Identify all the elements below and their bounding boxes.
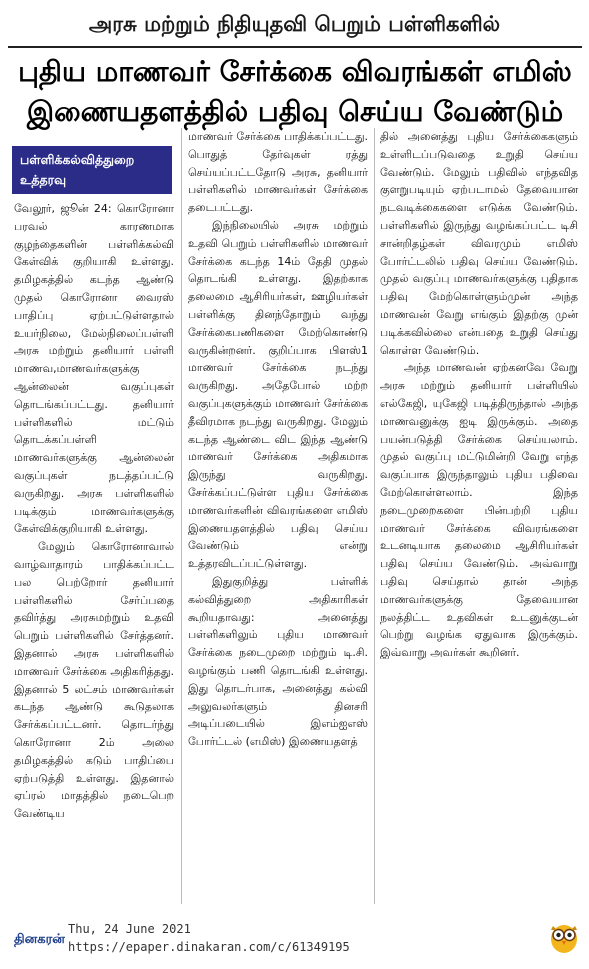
footer [0, 912, 589, 969]
article-column-2 [188, 128, 368, 904]
paragraph: இதுகுறித்து பள்ளிக் கல்வித்துறை அதிகாரிகள் கூறியதாவது: அனைத்து பள்ளிகளிலும் புதிய மாணவர் சேர்க்கை நடைமுறை மற்றும் டி.சி. வழங்கும் பணி தொடங்கி உள்ளது. இது தொடர்பாக, அனைத்து கல்வி அலுவலர்களும் தினசரி அடிப்படையில் இஎம்ஐஎஸ் போர்ட்டல் (எமிஸ்) இணையதளத் [188, 574, 368, 749]
headline-line-1: புதிய மாணவர் சேர்க்கை விவரங்கள் எமிஸ் [18, 55, 572, 88]
kicker-line: அரசு மற்றும் நிதியுதவி பெறும் பள்ளிகளில் [88, 12, 501, 36]
subheading-line-1: பள்ளிக்கல்வித்துறை [20, 152, 135, 167]
paragraph: வேலூர், ஜூன் 24: கொரோனா பரவல் காரணமாக குழந்தைகளின் பள்ளிக்கல்வி கேள்விக் குறியாகி உள்ளது. தமிழகத்தில் கடந்த ஆண்டு முதல் கொரோனா வைரஸ் பாதிப்பு ஏற்பட்டுள்ளதால் உயர்நிலை, மேல்நிலைப்பள்ளி அரசு மற்றும் தனியார் பள்ளி மாணவ,மாணவர்களுக்கு ஆன்லைன் வகுப்புகள் தொடங்கப்பட்டது. தனியார் பள்ளிகளில் மட்டும் தொடக்கப்பள்ளி மாணவர்களுக்கு ஆன்லைன் வகுப்புகள் நடத்தப்பட்டு வருகிறது. அரசு பள்ளிகளில் படிக்கும் மாணவர்களுக்கு கேள்விக்குறியாகி உள்ளது. [14, 202, 174, 536]
dinakaran-logo: தினகரன் [14, 932, 65, 947]
owl-mascot-icon [548, 920, 580, 954]
headline [6, 52, 584, 132]
paragraph: இந்நிலையில் அரசு மற்றும் உதவி பெறும் பள்ளிகளில் மாணவர் சேர்க்கை கடந்த 14ம் தேதி முதல் தொடங்கி உள்ளது. இதற்காக தலைமை ஆசிரியர்கள், ஊழியர்கள் பள்ளிக்கு தினந்தோறும் வந்து சேர்க்கைபணிகளை மேற்கொண்டு வருகின்றனர். குறிப்பாக பிளஸ்1 மாணவர் சேர்க்கை நடந்து வருகிறது. அதேபோல் மற்ற வகுப்புகளுக்கும் மாணவர் சேர்க்கை தீவிரமாக நடந்து வருகிறது. மேலும் கடந்த ஆண்டை விட இந்த ஆண்டு மாணவர் சேர்க்கை அதிகமாக இருந்து வருகிறது. சேர்க்கப்பட்டுள்ள புதிய சேர்க்கை மாணவர்களின் விவரங்களை எமிஸ் இணையதளத்தில் பதிவு செய்ய வேண்டும் என்று உத்தரவிடப்பட்டுள்ளது. [188, 218, 368, 571]
paragraph: மாணவர் சேர்க்கை பாதிக்கப்பட்டது. பொதுத் தேர்வுகள் ரத்து செய்யப்பட்டதோடு அரசு, தனியார் பள்ளிகளில் மாணவர்கள் சேர்க்கை தடைபட்டது. [188, 130, 368, 215]
paragraph: அந்த மாணவன் ஏற்கனவே வேறு அரசு மற்றும் தனியார் பள்ளியில் எல்கேஜி, யுகேஜி படித்திருந்தால் அந்த மாணவனுக்கு ஐடி இருக்கும். அதை பயன்படுத்தி சேர்க்கை செய்யலாம். முதல் வகுப்பு மட்டுமின்றி வேறு எந்த வகுப்பாக இருந்தாலும் புதிய பதிவை மேற்கொள்ளலாம். இந்த நடைமுறைகளை பின்பற்றி புதிய மாணவர் சேர்க்கை விவரங்களை உடனடியாக தலைமை ஆசிரியர்கள் பதிவு செய்ய வேண்டும். அவ்வாறு பதிவு செய்தால் தான் அந்த மாணவர்களுக்கு தேவையான நலத்திட்ட உதவிகள் உடனுக்குடன் பெற்று வழங்க ஏதுவாக இருக்கும். இவ்வாறு அவர்கள் கூறினர். [380, 361, 578, 660]
paragraph: தில் அனைத்து புதிய சேர்க்கைகளும் உள்ளிடப்படுவதை உறுதி செய்ய வேண்டும். மேலும் பதிவில் எந்தவித குளறுபடியும் ஏற்படாமல் தேவையான நடவடிக்கைகளை எடுக்க வேண்டும். பள்ளிகளில் இருந்து வழங்கப்பட்ட டிசி சான்றிதழ்கள் விவரமும் எமிஸ் போர்ட்டலில் பதிவு செய்ய வேண்டும். முதல் வகுப்பு மாணவர்களுக்கு புதிதாக பதிவு மேற்கொள்ளும்முன் அந்த மாணவன் வேறு எங்கும் இதற்கு முன் படிக்கவில்லை என்பதை உறுதி செய்து கொள்ள வேண்டும். [380, 130, 578, 357]
headline-line-2: இணையதளத்தில் பதிவு செய்ய வேண்டும் [26, 95, 564, 128]
paragraph: மேலும் கொரோனாவால் வாழ்வாதாரம் பாதிக்கப்பட்ட பல பெற்றோர் தனியார் பள்ளிகளில் சேர்ப்பதை தவிர்த்து அரசுமற்றும் உதவி பெறும் பள்ளிகளில் சேர்த்தனர். இதனால் அரசு பள்ளிகளில் மாணவர் சேர்க்கை அதிகரித்தது. இதனால் 5 லட்சம் மாணவர்கள் கடந்த ஆண்டு கூடுதலாக சேர்க்கப்பட்டனர். தொடர்ந்து கொரோனா 2ம் அலை தமிழகத்தில் கடும் பாதிப்பை ஏற்படுத்தி உள்ளது. இதனால் ஏப்ரல் மாதத்தில் நடைபெற வேண்டிய [14, 540, 174, 821]
footer-meta [68, 920, 350, 956]
epaper-link[interactable]: https://epaper.dinakaran.com/c/61349195 [68, 940, 350, 954]
column-divider [374, 128, 375, 904]
column-divider [181, 128, 182, 904]
article-column-3 [380, 128, 578, 904]
edition-date: Thu, 24 June 2021 [68, 922, 191, 936]
subheading-box [12, 146, 172, 194]
subheading-line-2: உத்தரவு [20, 172, 67, 187]
article-column-1 [14, 200, 174, 905]
divider-rule [8, 46, 582, 48]
